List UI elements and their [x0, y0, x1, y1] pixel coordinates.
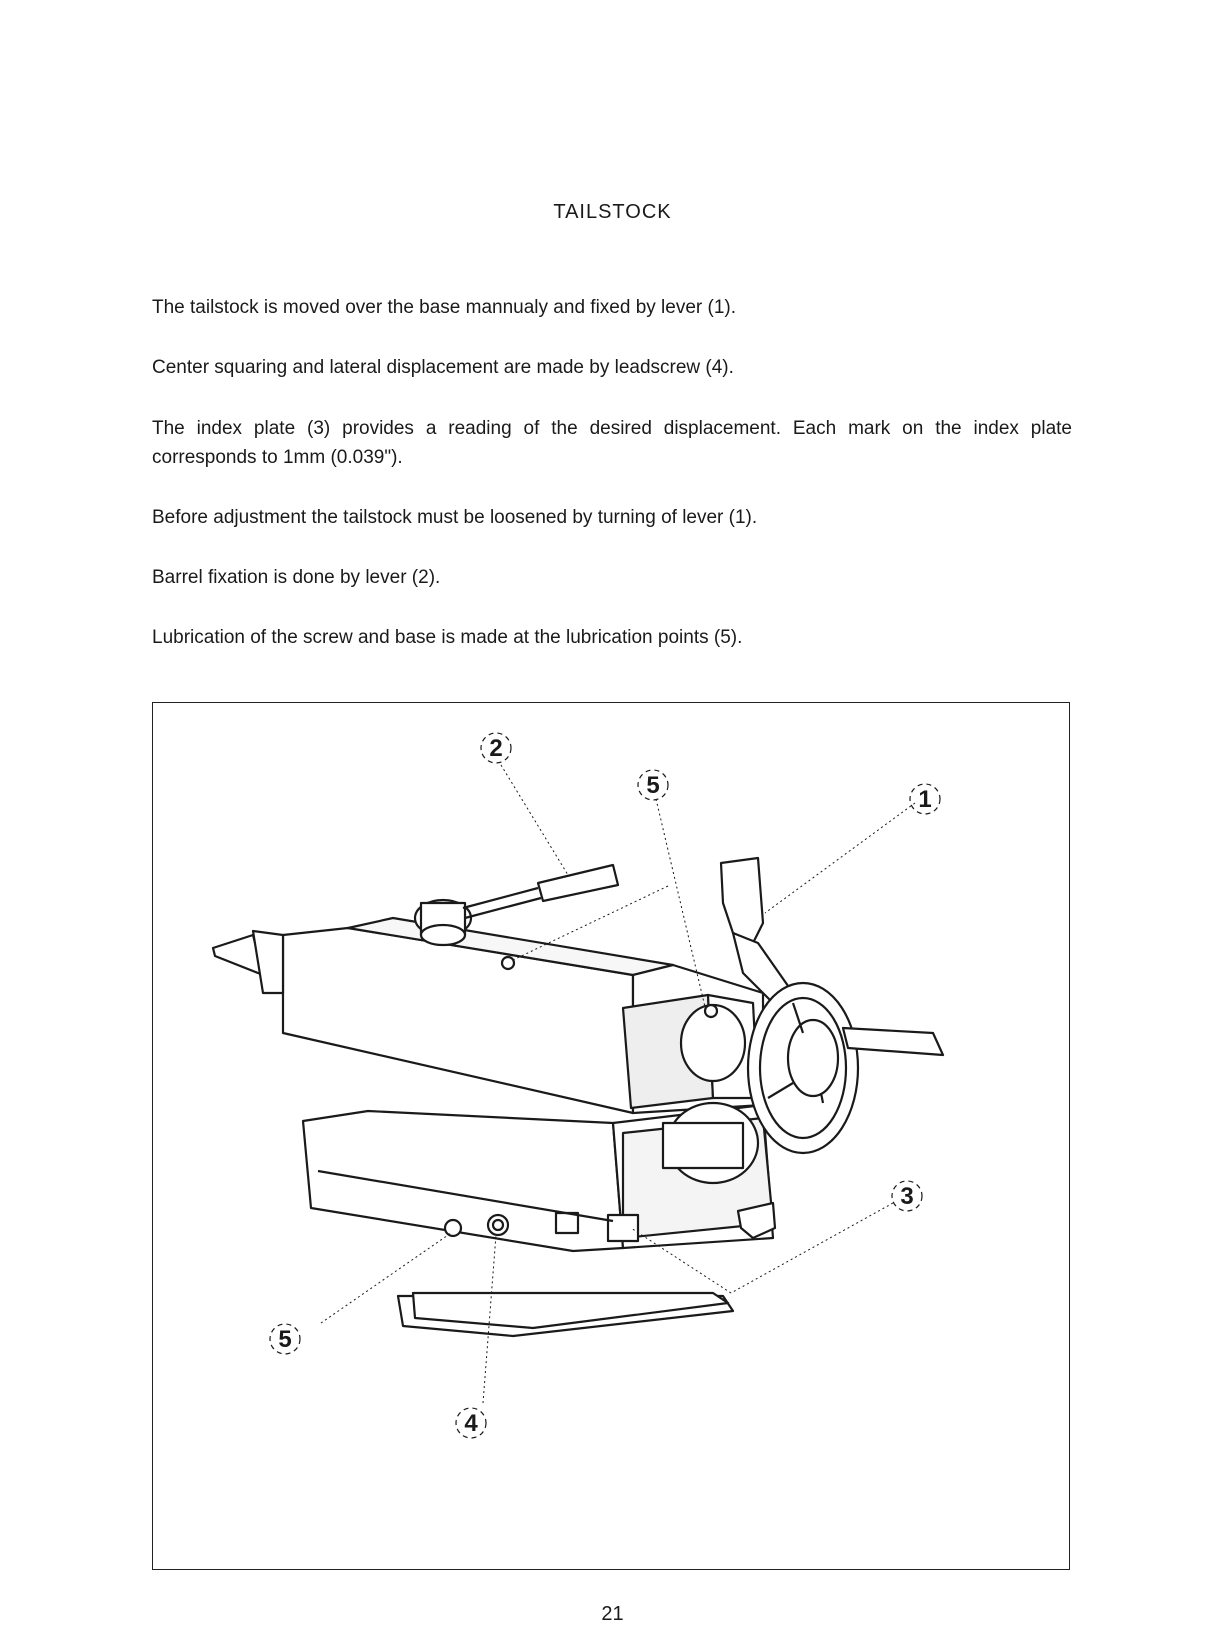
callout-1: [910, 784, 940, 814]
svg-text:3: 3: [900, 1183, 914, 1210]
callout-5-top: [638, 770, 668, 800]
svg-text:1: 1: [918, 786, 932, 813]
paragraph-lubrication: Lubrication of the screw and base is made at the lubrication points (5).: [152, 627, 743, 648]
tailstock-figure: [152, 702, 1070, 1570]
callout-2: [481, 733, 511, 763]
svg-text:5: 5: [646, 772, 660, 799]
paragraph-barrel-fixation: Barrel fixation is done by lever (2).: [152, 567, 441, 588]
barrel-lock-handle: [538, 865, 618, 901]
svg-text:2: 2: [489, 735, 503, 762]
tailstock-illustration: [153, 703, 1071, 1571]
svg-text:5: 5: [278, 1326, 292, 1353]
svg-text:4: 4: [464, 1410, 478, 1437]
index-plate: [608, 1215, 638, 1241]
paragraph-center-squaring: Center squaring and lateral displacement are made by leadscrew (4).: [152, 357, 734, 378]
callout-4: [456, 1408, 486, 1438]
paragraph-lever-fixing: The tailstock is moved over the base mannualy and fixed by lever (1).: [152, 297, 737, 318]
page-number: 21: [601, 1603, 624, 1625]
paragraph-before-adjustment: Before adjustment the tailstock must be loosened by turning of lever (1).: [152, 507, 758, 528]
tailstock-clamp-lever: [721, 858, 763, 943]
page-title: TAILSTOCK: [553, 201, 672, 223]
paragraph-index-plate: The index plate (3) provides a reading of the desired displacement. Each mark on the index plate corresponds to 1mm (0.039").: [152, 418, 1072, 468]
callout-5-bottom: [270, 1324, 300, 1354]
callout-3: [892, 1181, 922, 1211]
